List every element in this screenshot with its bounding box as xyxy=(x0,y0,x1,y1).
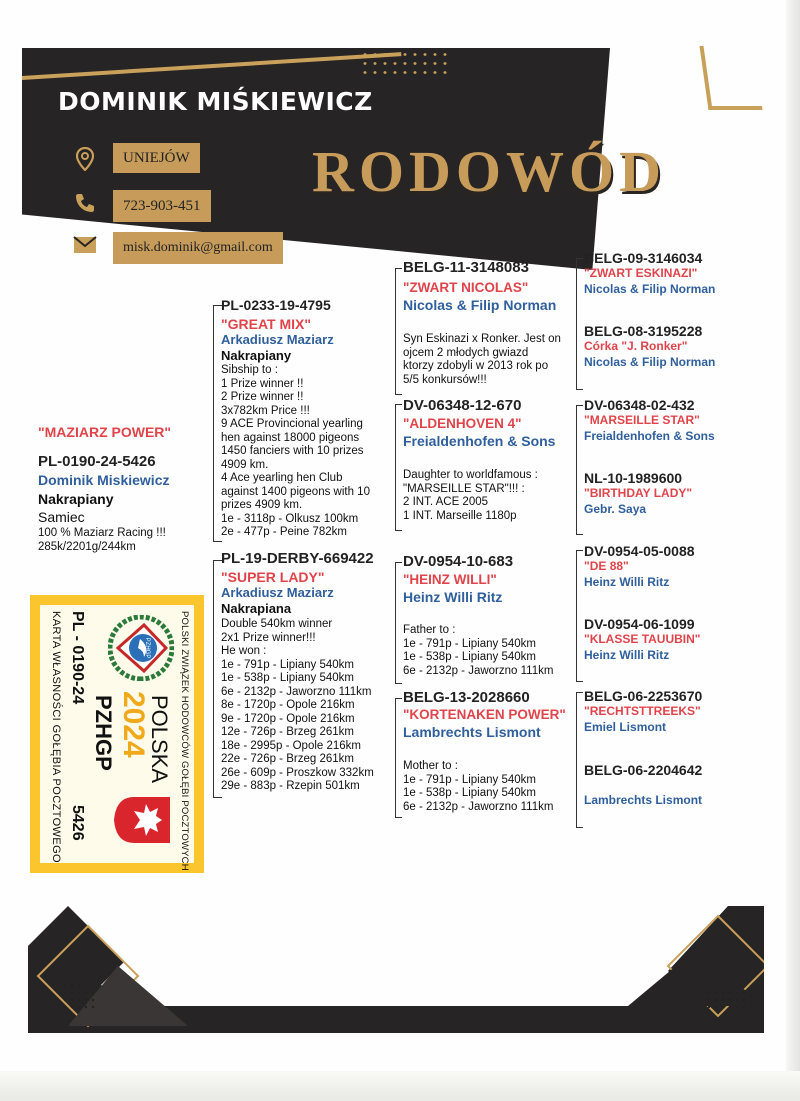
card-title: KARTA WŁASNOŚCI GOŁĘBIA POCZTOWEGO xyxy=(50,611,62,863)
sire-details xyxy=(221,364,370,540)
detail-line: 3x782km Price !!! xyxy=(221,404,310,417)
email-chip: misk.dominik@gmail.com xyxy=(113,232,283,264)
document-title: RODOWÓD xyxy=(312,139,666,204)
location-pin-icon xyxy=(73,147,97,171)
grand-details xyxy=(403,624,553,678)
subject-ring: PL-0190-24-5426 xyxy=(38,453,156,470)
great-owner: Heinz Willi Ritz xyxy=(584,648,670,662)
grand-owner: Freialdenhofen & Sons xyxy=(403,433,556,449)
great-bracket xyxy=(576,405,583,535)
card-ring-number: 5426 xyxy=(69,805,86,841)
grand-ring: DV-06348-12-670 xyxy=(403,397,522,414)
great-ring: BELG-06-2253670 xyxy=(584,688,703,704)
card-org: POLSKI ZWIĄZEK HODOWCÓW GOŁĘBI POCZTOWYCH xyxy=(179,611,190,871)
detail-line: 6e - 2132p - Jaworzno 111km xyxy=(403,800,554,813)
detail-line: 1e - 538p - Lipiany 540km xyxy=(403,787,536,799)
scan-edge-right xyxy=(786,0,800,1101)
detail-line: "MARSEILLE STAR"!!! : xyxy=(403,482,525,495)
sire-pigeon-name: "GREAT MIX" xyxy=(221,316,312,332)
grand-pigeon-name: "HEINZ WILLI" xyxy=(403,572,497,587)
grand-details xyxy=(403,333,561,387)
pzhgp-logo-icon xyxy=(108,615,174,681)
card-ring-top: PL - 0190-24 xyxy=(69,611,86,705)
detail-line: ktorzy zdobyli w 2013 rok po xyxy=(403,360,549,372)
detail-line: ojcem 2 młodych gwiazd xyxy=(403,346,529,359)
subject-pigeon-name: "MAZIARZ POWER" xyxy=(38,424,172,440)
detail-line: 9e - 1720p - Opole 216km xyxy=(221,712,355,725)
great-owner: Heinz Willi Ritz xyxy=(584,575,670,589)
breeder-name: DOMINIK MIŚKIEWICZ xyxy=(58,87,373,116)
detail-line: 1e - 3118p - Olkusz 100km xyxy=(221,512,359,525)
detail-line: Mother to : xyxy=(403,760,458,772)
detail-line: 9 ACE Provincional yearling xyxy=(221,418,363,430)
grand-ring: BELG-13-2028660 xyxy=(403,689,530,706)
great-pigeon-name: "RECHTSTTREEKS" xyxy=(584,704,701,718)
grand-bracket xyxy=(395,268,402,395)
great-ring: DV-06348-02-432 xyxy=(584,397,695,413)
subject-line-2: 285k/2201g/244km xyxy=(38,541,136,553)
grand-pigeon-name: "KORTENAKEN POWER" xyxy=(403,707,566,722)
great-pigeon-name: "BIRTHDAY LADY" xyxy=(584,486,693,500)
detail-line: He won : xyxy=(221,645,267,657)
ownership-card xyxy=(30,595,204,873)
detail-line: Sibship to : xyxy=(221,364,278,376)
detail-line: Father to : xyxy=(403,624,456,636)
great-owner: Emiel Lismont xyxy=(584,720,667,734)
great-pigeon-name: "ZWART ESKINAZI" xyxy=(584,266,698,280)
grand-details xyxy=(403,469,538,523)
dam-color: Nakrapiana xyxy=(221,601,292,616)
great-owner: Freialdenhofen & Sons xyxy=(584,429,715,443)
scan-edge-bottom xyxy=(0,1071,800,1101)
detail-line: Daughter to worldfamous : xyxy=(403,469,538,481)
great-owner: Lambrechts Lismont xyxy=(584,793,703,807)
grand-pigeon-name: "ZWART NICOLAS" xyxy=(403,280,529,295)
great-bracket xyxy=(576,692,583,828)
detail-line: 1e - 538p - Lipiany 540km xyxy=(221,672,354,684)
detail-line: prizes 4909 km. xyxy=(221,499,303,511)
grand-owner: Nicolas & Filip Norman xyxy=(403,297,557,313)
detail-line: 1e - 791p - Lipiany 540km xyxy=(221,658,354,671)
logo-text: PZHGP xyxy=(144,637,150,659)
grand-owner: Heinz Willi Ritz xyxy=(403,589,503,605)
card-rotated-content xyxy=(40,605,194,871)
detail-line: Double 540km winner xyxy=(221,618,333,630)
detail-line: Syn Eskinazi x Ronker. Jest on xyxy=(403,333,561,345)
city-chip: UNIEJÓW xyxy=(113,143,200,173)
great-bracket xyxy=(576,550,583,682)
detail-line: 4909 km. xyxy=(221,458,269,471)
detail-line: 2 INT. ACE 2005 xyxy=(403,496,489,508)
subject-sex: Samiec xyxy=(38,509,85,525)
detail-line: 6e - 2132p - Jaworzno 111km xyxy=(403,664,554,677)
gold-corner-accent xyxy=(700,46,763,110)
detail-line: 18e - 2995p - Opole 216km xyxy=(221,739,362,752)
great-owner: Gebr. Saya xyxy=(584,502,647,516)
subject-owner: Dominik Miskiewicz xyxy=(38,472,170,488)
great-owner: Nicolas & Filip Norman xyxy=(584,282,716,296)
grand-ring: BELG-11-3148083 xyxy=(403,259,529,276)
detail-line: 1e - 791p - Lipiany 540km xyxy=(403,773,536,786)
dam-pigeon-name: "SUPER LADY" xyxy=(221,569,325,585)
grand-details xyxy=(403,760,553,814)
great-ring: BELG-06-2204642 xyxy=(584,762,703,778)
sire-color: Nakrapiany xyxy=(221,348,292,363)
detail-line: 5/5 konkursów!!! xyxy=(403,373,487,386)
banner-dot-pattern xyxy=(360,50,450,80)
great-ring: BELG-08-3195228 xyxy=(584,323,703,339)
grand-bracket xyxy=(395,698,402,818)
subject-color: Nakrapiany xyxy=(38,491,114,507)
detail-line: 1450 fanciers with 10 prizes xyxy=(221,445,364,457)
dam-owner: Arkadiusz Maziarz xyxy=(221,585,334,600)
great-owner: Nicolas & Filip Norman xyxy=(584,355,716,369)
sire-owner: Arkadiusz Maziarz xyxy=(221,332,334,347)
card-body xyxy=(40,605,194,871)
detail-line: 1e - 791p - Lipiany 540km xyxy=(403,637,536,650)
detail-line: 22e - 726p - Brzeg 261km xyxy=(221,753,354,765)
great-ring: DV-0954-06-1099 xyxy=(584,616,695,632)
great-pigeon-name: "DE 88" xyxy=(584,559,629,573)
grand-ring: DV-0954-10-683 xyxy=(403,553,514,570)
polish-eagle-icon xyxy=(112,795,172,845)
detail-line: 1e - 538p - Lipiany 540km xyxy=(403,651,536,663)
detail-line: 29e - 883p - Rzepin 501km xyxy=(221,780,360,792)
grand-bracket xyxy=(395,562,402,684)
mail-icon xyxy=(73,236,97,260)
detail-line: 8e - 1720p - Opole 216km xyxy=(221,699,355,711)
bottom-decoration xyxy=(28,886,764,1033)
great-ring: BELG-09-3146034 xyxy=(584,250,703,266)
card-year: 2024 xyxy=(117,691,150,758)
grand-owner: Lambrechts Lismont xyxy=(403,724,541,740)
great-bracket xyxy=(576,258,583,390)
detail-line: 2x1 Prize winner!!! xyxy=(221,631,316,644)
detail-line: 12e - 726p - Brzeg 261km xyxy=(221,726,354,738)
great-pigeon-name: "MARSEILLE STAR" xyxy=(584,413,700,427)
subject-line-1: 100 % Maziarz Racing !!! xyxy=(38,527,166,539)
grand-pigeon-name: "ALDENHOVEN 4" xyxy=(403,416,522,431)
great-ring: DV-0954-05-0088 xyxy=(584,543,695,559)
phone-chip: 723-903-451 xyxy=(113,190,211,222)
detail-line: against 1400 pigeons with 10 xyxy=(221,485,370,498)
detail-line: 6e - 2132p - Jaworzno 111km xyxy=(221,685,372,698)
great-pigeon-name: "KLASSE TAUUBIN" xyxy=(584,632,701,646)
great-ring: NL-10-1989600 xyxy=(584,470,683,486)
sire-ring: PL-0233-19-4795 xyxy=(221,297,331,313)
detail-line: 1 Prize winner !! xyxy=(221,377,304,390)
detail-line: 4 Ace yearling hen Club xyxy=(221,472,343,484)
detail-line: hen against 18000 pigeons xyxy=(221,431,360,444)
card-polska: POLSKA xyxy=(147,695,172,784)
great-pigeon-name: Córka "J. Ronker" xyxy=(584,339,688,353)
detail-line: 2 Prize winner !! xyxy=(221,391,304,403)
dam-details xyxy=(221,618,374,794)
card-pzhgp: PZHGP xyxy=(91,695,116,771)
detail-line: 26e - 609p - Proszkow 332km xyxy=(221,766,374,779)
detail-line: 1 INT. Marseille 1180p xyxy=(403,509,517,522)
dam-ring: PL-19-DERBY-669422 xyxy=(221,550,374,567)
phone-icon xyxy=(73,192,97,216)
detail-line: 2e - 477p - Peine 782km xyxy=(221,526,347,538)
grand-bracket xyxy=(395,404,402,531)
